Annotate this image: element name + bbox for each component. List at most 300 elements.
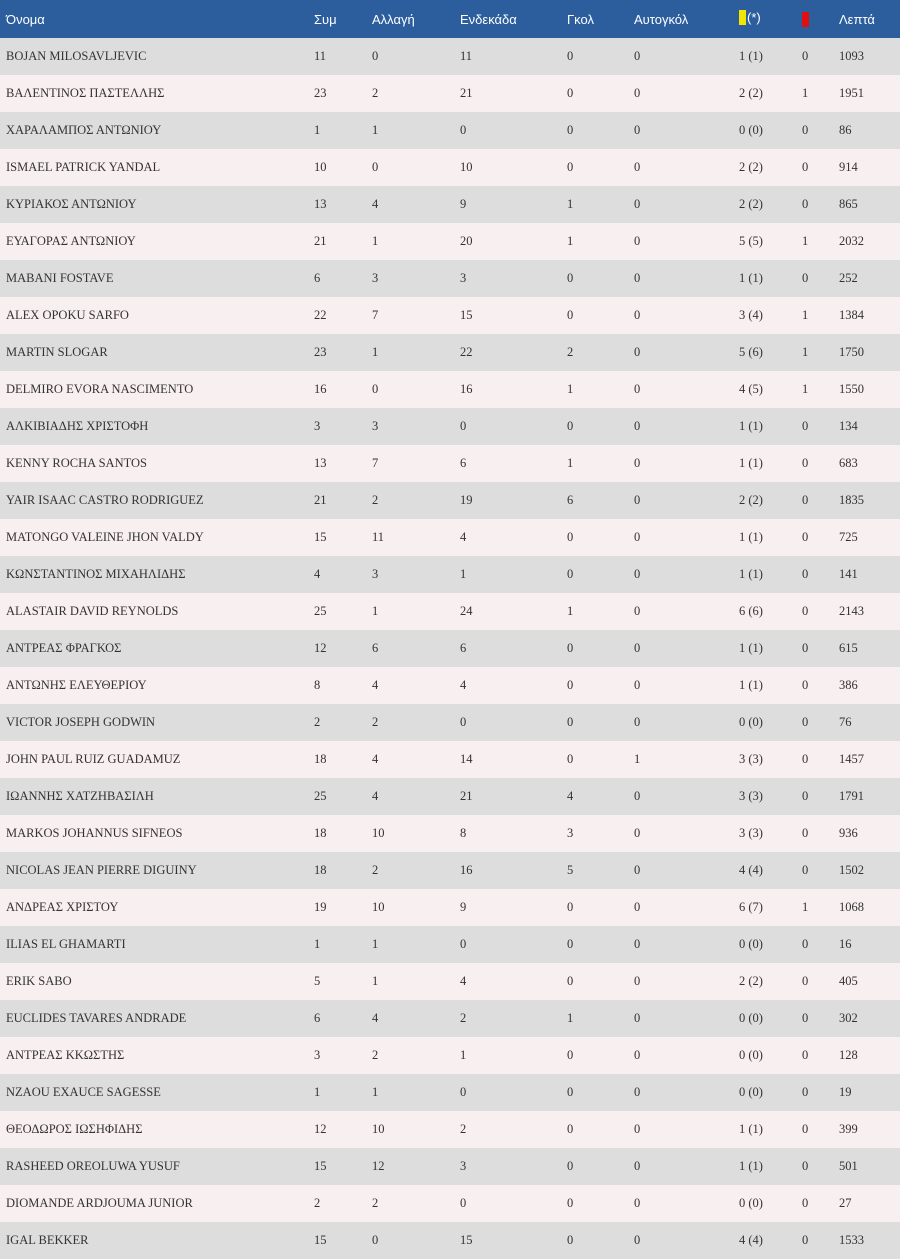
- cell-red-cards: 0: [802, 1085, 809, 1099]
- cell-yellow-cards: 1 (1): [739, 641, 763, 655]
- column-header-starting-label: Ενδεκάδα: [460, 11, 517, 27]
- cell-own-goals: 0: [634, 641, 641, 655]
- cell-own-goals: 0: [634, 382, 641, 396]
- table-row[interactable]: [0, 667, 900, 704]
- column-header-goals[interactable]: [561, 0, 628, 38]
- cell-own-goals: 0: [634, 160, 641, 174]
- cell-own-goals: 1: [634, 752, 641, 766]
- column-header-minutes-label: Λεπτά: [839, 11, 875, 27]
- cell-player-name[interactable]: MARTIN SLOGAR: [6, 345, 108, 359]
- cell-yellow-cards: 0 (0): [739, 715, 763, 729]
- cell-appearances: 19: [314, 900, 327, 914]
- cell-starting: 20: [460, 234, 473, 248]
- table-row[interactable]: [0, 778, 900, 815]
- cell-yellow-cards: 6 (6): [739, 604, 763, 618]
- table-row[interactable]: [0, 1148, 900, 1185]
- cell-minutes: 86: [839, 123, 852, 137]
- cell-player-name[interactable]: DIOMANDE ARDJOUMA JUNIOR: [6, 1196, 193, 1210]
- cell-starting: 1: [460, 567, 467, 581]
- cell-starting: 22: [460, 345, 473, 359]
- cell-yellow-cards: 0 (0): [739, 1011, 763, 1025]
- cell-starting: 6: [460, 641, 467, 655]
- cell-starting: 24: [460, 604, 473, 618]
- cell-minutes: 252: [839, 271, 858, 285]
- cell-yellow-cards: 3 (3): [739, 752, 763, 766]
- cell-player-name[interactable]: ΙΩΑΝΝΗΣ ΧΑΤΖΗΒΑΣΙΛΗ: [6, 789, 154, 803]
- cell-own-goals: 0: [634, 1085, 641, 1099]
- cell-goals: 0: [567, 1122, 574, 1136]
- table-row[interactable]: [0, 630, 900, 667]
- cell-appearances: 5: [314, 974, 321, 988]
- cell-player-name[interactable]: RASHEED OREOLUWA YUSUF: [6, 1159, 180, 1173]
- cell-minutes: 16: [839, 937, 852, 951]
- cell-goals: 0: [567, 752, 574, 766]
- cell-appearances: 12: [314, 641, 327, 655]
- cell-yellow-cards: 4 (4): [739, 1233, 763, 1247]
- cell-substitute: 10: [372, 900, 385, 914]
- column-header-red-cards[interactable]: [796, 0, 833, 38]
- cell-minutes: 1457: [839, 752, 864, 766]
- column-header-goals-label: Γκολ: [567, 11, 594, 27]
- table-row[interactable]: [0, 704, 900, 741]
- cell-player-name[interactable]: ALEX OPOKU SARFO: [6, 308, 129, 322]
- cell-minutes: 405: [839, 974, 858, 988]
- cell-minutes: 865: [839, 197, 858, 211]
- cell-yellow-cards: 5 (6): [739, 345, 763, 359]
- cell-appearances: 3: [314, 419, 321, 433]
- cell-own-goals: 0: [634, 678, 641, 692]
- cell-minutes: 128: [839, 1048, 858, 1062]
- cell-appearances: 15: [314, 1159, 327, 1173]
- table-row[interactable]: [0, 1111, 900, 1148]
- column-header-own-goals[interactable]: [628, 0, 733, 38]
- column-header-substitute-label: Αλλαγή: [372, 11, 415, 27]
- cell-yellow-cards: 1 (1): [739, 456, 763, 470]
- cell-minutes: 1550: [839, 382, 864, 396]
- cell-goals: 0: [567, 419, 574, 433]
- cell-player-name[interactable]: KENNY ROCHA SANTOS: [6, 456, 147, 470]
- cell-appearances: 1: [314, 123, 321, 137]
- cell-red-cards: 0: [802, 863, 809, 877]
- cell-minutes: 76: [839, 715, 852, 729]
- cell-substitute: 1: [372, 604, 379, 618]
- cell-goals: 0: [567, 160, 574, 174]
- cell-yellow-cards: 3 (3): [739, 826, 763, 840]
- table-row[interactable]: [0, 889, 900, 926]
- cell-yellow-cards: 2 (2): [739, 86, 763, 100]
- cell-own-goals: 0: [634, 493, 641, 507]
- cell-red-cards: 0: [802, 826, 809, 840]
- cell-red-cards: 0: [802, 715, 809, 729]
- cell-red-cards: 0: [802, 567, 809, 581]
- cell-starting: 15: [460, 308, 473, 322]
- cell-red-cards: 1: [802, 900, 809, 914]
- cell-starting: 10: [460, 160, 473, 174]
- cell-starting: 9: [460, 900, 467, 914]
- cell-appearances: 18: [314, 826, 327, 840]
- cell-minutes: 501: [839, 1159, 858, 1173]
- cell-appearances: 10: [314, 160, 327, 174]
- cell-player-name[interactable]: ΑΝΤΡΕΑΣ ΚΚΩΣΤΗΣ: [6, 1048, 125, 1062]
- column-header-minutes[interactable]: [833, 0, 900, 38]
- cell-red-cards: 1: [802, 382, 809, 396]
- column-header-starting[interactable]: [454, 0, 561, 38]
- cell-starting: 4: [460, 678, 467, 692]
- cell-minutes: 302: [839, 1011, 858, 1025]
- cell-appearances: 1: [314, 1085, 321, 1099]
- cell-substitute: 3: [372, 271, 379, 285]
- cell-player-name[interactable]: VICTOR JOSEPH GODWIN: [6, 715, 156, 729]
- cell-player-name[interactable]: IGAL BEKKER: [6, 1233, 89, 1247]
- cell-own-goals: 0: [634, 197, 641, 211]
- table-row[interactable]: [0, 371, 900, 408]
- cell-minutes: 2143: [839, 604, 864, 618]
- cell-substitute: 1: [372, 345, 379, 359]
- cell-red-cards: 0: [802, 493, 809, 507]
- yellow-card-icon: [739, 10, 746, 25]
- cell-substitute: 1: [372, 1085, 379, 1099]
- cell-player-name[interactable]: YAIR ISAAC CASTRO RODRIGUEZ: [6, 493, 204, 507]
- cell-yellow-cards: 0 (0): [739, 1048, 763, 1062]
- cell-goals: 0: [567, 678, 574, 692]
- cell-yellow-cards: 3 (3): [739, 789, 763, 803]
- cell-goals: 0: [567, 86, 574, 100]
- table-row[interactable]: [0, 556, 900, 593]
- cell-red-cards: 0: [802, 937, 809, 951]
- cell-own-goals: 0: [634, 1233, 641, 1247]
- cell-yellow-cards: 0 (0): [739, 123, 763, 137]
- cell-goals: 1: [567, 1011, 574, 1025]
- cell-substitute: 2: [372, 715, 379, 729]
- cell-player-name[interactable]: ΑΝΤΡΕΑΣ ΦΡΑΓΚΟΣ: [6, 641, 122, 655]
- cell-substitute: 11: [372, 530, 385, 544]
- cell-substitute: 12: [372, 1159, 385, 1173]
- cell-yellow-cards: 1 (1): [739, 1159, 763, 1173]
- cell-own-goals: 0: [634, 456, 641, 470]
- column-header-appearances[interactable]: [308, 0, 366, 38]
- cell-red-cards: 0: [802, 419, 809, 433]
- cell-red-cards: 0: [802, 789, 809, 803]
- cell-own-goals: 0: [634, 86, 641, 100]
- cell-player-name[interactable]: EUCLIDES TAVARES ANDRADE: [6, 1011, 187, 1025]
- cell-yellow-cards: 3 (4): [739, 308, 763, 322]
- cell-starting: 0: [460, 937, 467, 951]
- cell-substitute: 10: [372, 826, 385, 840]
- table-row[interactable]: [0, 186, 900, 223]
- cell-substitute: 2: [372, 493, 379, 507]
- cell-yellow-cards: 1 (1): [739, 49, 763, 63]
- cell-yellow-cards: 1 (1): [739, 419, 763, 433]
- column-header-name[interactable]: [0, 0, 308, 38]
- table-row[interactable]: [0, 334, 900, 371]
- cell-player-name[interactable]: ISMAEL PATRICK YANDAL: [6, 160, 161, 174]
- cell-own-goals: 0: [634, 1196, 641, 1210]
- cell-goals: 0: [567, 1196, 574, 1210]
- cell-player-name[interactable]: BOJAN MILOSAVLJEVIC: [6, 49, 147, 63]
- cell-substitute: 2: [372, 86, 379, 100]
- cell-substitute: 7: [372, 456, 379, 470]
- cell-player-name[interactable]: MATONGO VALEINE JHON VALDY: [6, 530, 204, 544]
- cell-substitute: 4: [372, 678, 379, 692]
- cell-player-name[interactable]: ΘΕΟΔΩΡΟΣ ΙΩΣΗΦΙΔΗΣ: [6, 1122, 143, 1136]
- cell-appearances: 23: [314, 86, 327, 100]
- cell-player-name[interactable]: NICOLAS JEAN PIERRE DIGUINY: [6, 863, 197, 877]
- cell-substitute: 1: [372, 974, 379, 988]
- cell-goals: 0: [567, 715, 574, 729]
- cell-appearances: 25: [314, 789, 327, 803]
- cell-goals: 0: [567, 123, 574, 137]
- cell-minutes: 27: [839, 1196, 852, 1210]
- cell-red-cards: 1: [802, 86, 809, 100]
- cell-minutes: 2032: [839, 234, 864, 248]
- cell-starting: 0: [460, 419, 467, 433]
- cell-minutes: 725: [839, 530, 858, 544]
- player-rows: [0, 38, 900, 1259]
- cell-starting: 0: [460, 715, 467, 729]
- column-header-appearances-label: Συμ: [314, 11, 337, 27]
- cell-minutes: 1791: [839, 789, 864, 803]
- cell-yellow-cards: 1 (1): [739, 1122, 763, 1136]
- cell-player-name[interactable]: DELMIRO EVORA NASCIMENTO: [6, 382, 194, 396]
- table-row[interactable]: [0, 815, 900, 852]
- cell-red-cards: 0: [802, 1196, 809, 1210]
- cell-goals: 1: [567, 382, 574, 396]
- cell-goals: 1: [567, 234, 574, 248]
- cell-player-name[interactable]: MARKOS JOHANNUS SIFNEOS: [6, 826, 183, 840]
- cell-appearances: 15: [314, 1233, 327, 1247]
- cell-substitute: 0: [372, 49, 379, 63]
- cell-substitute: 2: [372, 1196, 379, 1210]
- cell-yellow-cards: 4 (4): [739, 863, 763, 877]
- cell-starting: 3: [460, 1159, 467, 1173]
- cell-appearances: 13: [314, 456, 327, 470]
- cell-appearances: 13: [314, 197, 327, 211]
- cell-goals: 0: [567, 937, 574, 951]
- cell-starting: 4: [460, 974, 467, 988]
- cell-minutes: 1835: [839, 493, 864, 507]
- cell-goals: 1: [567, 604, 574, 618]
- cell-starting: 8: [460, 826, 467, 840]
- cell-starting: 21: [460, 86, 473, 100]
- cell-own-goals: 0: [634, 937, 641, 951]
- cell-yellow-cards: 0 (0): [739, 1196, 763, 1210]
- cell-substitute: 0: [372, 382, 379, 396]
- cell-appearances: 21: [314, 234, 327, 248]
- cell-own-goals: 0: [634, 567, 641, 581]
- cell-red-cards: 0: [802, 271, 809, 285]
- cell-goals: 0: [567, 1233, 574, 1247]
- cell-starting: 4: [460, 530, 467, 544]
- cell-minutes: 1068: [839, 900, 864, 914]
- cell-minutes: 134: [839, 419, 858, 433]
- cell-substitute: 2: [372, 863, 379, 877]
- cell-appearances: 6: [314, 1011, 321, 1025]
- table-row[interactable]: [0, 593, 900, 630]
- cell-goals: 0: [567, 1085, 574, 1099]
- cell-own-goals: 0: [634, 308, 641, 322]
- cell-own-goals: 0: [634, 863, 641, 877]
- cell-goals: 0: [567, 641, 574, 655]
- cell-goals: 2: [567, 345, 574, 359]
- cell-appearances: 12: [314, 1122, 327, 1136]
- cell-own-goals: 0: [634, 1159, 641, 1173]
- cell-starting: 11: [460, 49, 473, 63]
- cell-yellow-cards: 2 (2): [739, 160, 763, 174]
- cell-yellow-cards: 2 (2): [739, 197, 763, 211]
- cell-starting: 3: [460, 271, 467, 285]
- cell-substitute: 2: [372, 1048, 379, 1062]
- cell-appearances: 8: [314, 678, 321, 692]
- cell-yellow-cards: 2 (2): [739, 974, 763, 988]
- cell-minutes: 1951: [839, 86, 864, 100]
- cell-appearances: 16: [314, 382, 327, 396]
- cell-yellow-cards: 5 (5): [739, 234, 763, 248]
- table-row[interactable]: [0, 1074, 900, 1111]
- cell-yellow-cards: 1 (1): [739, 678, 763, 692]
- cell-red-cards: 0: [802, 530, 809, 544]
- cell-red-cards: 0: [802, 123, 809, 137]
- cell-player-name[interactable]: ΚΥΡΙΑΚΟΣ ΑΝΤΩΝΙΟΥ: [6, 197, 137, 211]
- cell-goals: 0: [567, 530, 574, 544]
- cell-substitute: 1: [372, 937, 379, 951]
- cell-goals: 0: [567, 1048, 574, 1062]
- cell-player-name[interactable]: NZAOU EXAUCE SAGESSE: [6, 1085, 161, 1099]
- table-row[interactable]: [0, 260, 900, 297]
- cell-appearances: 25: [314, 604, 327, 618]
- cell-red-cards: 0: [802, 1233, 809, 1247]
- table-row[interactable]: [0, 519, 900, 556]
- cell-yellow-cards: 4 (5): [739, 382, 763, 396]
- cell-starting: 2: [460, 1011, 467, 1025]
- table-row[interactable]: [0, 1222, 900, 1259]
- cell-own-goals: 0: [634, 530, 641, 544]
- cell-own-goals: 0: [634, 419, 641, 433]
- cell-player-name[interactable]: ALASTAIR DAVID REYNOLDS: [6, 604, 179, 618]
- table-row[interactable]: [0, 1000, 900, 1037]
- cell-own-goals: 0: [634, 1011, 641, 1025]
- cell-red-cards: 0: [802, 456, 809, 470]
- table-row[interactable]: [0, 963, 900, 1000]
- table-row[interactable]: [0, 445, 900, 482]
- table-row[interactable]: [0, 38, 900, 75]
- cell-red-cards: 0: [802, 641, 809, 655]
- cell-starting: 2: [460, 1122, 467, 1136]
- cell-yellow-cards: 0 (0): [739, 1085, 763, 1099]
- cell-substitute: 4: [372, 752, 379, 766]
- table-row[interactable]: [0, 926, 900, 963]
- cell-starting: 14: [460, 752, 473, 766]
- table-row[interactable]: [0, 112, 900, 149]
- cell-appearances: 15: [314, 530, 327, 544]
- cell-substitute: 6: [372, 641, 379, 655]
- cell-starting: 0: [460, 1085, 467, 1099]
- column-header-name-label: Όνομα: [6, 11, 45, 27]
- cell-appearances: 2: [314, 1196, 321, 1210]
- column-header-own-goals-label: Αυτογκόλ: [634, 11, 689, 27]
- cell-starting: 0: [460, 123, 467, 137]
- red-card-icon: [802, 12, 809, 27]
- cell-yellow-cards: 0 (0): [739, 937, 763, 951]
- table-header-row: [0, 0, 900, 38]
- cell-appearances: 2: [314, 715, 321, 729]
- table-row[interactable]: [0, 408, 900, 445]
- cell-player-name[interactable]: MABANI FOSTAVE: [6, 271, 114, 285]
- cell-substitute: 4: [372, 1011, 379, 1025]
- cell-appearances: 11: [314, 49, 327, 63]
- cell-goals: 1: [567, 197, 574, 211]
- cell-player-name[interactable]: ΚΩΝΣΤΑΝΤΙΝΟΣ ΜΙΧΑΗΛΙΔΗΣ: [6, 567, 186, 581]
- table-row[interactable]: [0, 482, 900, 519]
- cell-own-goals: 0: [634, 604, 641, 618]
- cell-own-goals: 0: [634, 826, 641, 840]
- cell-substitute: 1: [372, 123, 379, 137]
- cell-goals: 3: [567, 826, 574, 840]
- cell-substitute: 4: [372, 197, 379, 211]
- table-row[interactable]: [0, 149, 900, 186]
- cell-own-goals: 0: [634, 1122, 641, 1136]
- cell-player-name[interactable]: ΑΛΚΙΒΙΑΔΗΣ ΧΡΙΣΤΟΦΗ: [6, 419, 149, 433]
- cell-goals: 0: [567, 308, 574, 322]
- cell-minutes: 1384: [839, 308, 864, 322]
- table-row[interactable]: [0, 223, 900, 260]
- table-row[interactable]: [0, 1185, 900, 1222]
- cell-appearances: 6: [314, 271, 321, 285]
- cell-red-cards: 0: [802, 974, 809, 988]
- table-row[interactable]: [0, 1037, 900, 1074]
- cell-starting: 15: [460, 1233, 473, 1247]
- cell-player-name[interactable]: ΑΝΤΩΝΗΣ ΕΛΕΥΘΕΡΙΟΥ: [6, 678, 147, 692]
- cell-player-name[interactable]: ΒΑΛΕΝΤΙΝΟΣ ΠΑΣΤΕΛΛΗΣ: [6, 86, 165, 100]
- cell-goals: 6: [567, 493, 574, 507]
- cell-player-name[interactable]: ILIAS EL GHAMARTI: [6, 937, 126, 951]
- cell-substitute: 1: [372, 234, 379, 248]
- cell-player-name[interactable]: ΕΥΑΓΟΡΑΣ ΑΝΤΩΝΙΟΥ: [6, 234, 136, 248]
- cell-substitute: 0: [372, 1233, 379, 1247]
- cell-player-name[interactable]: ΧΑΡΑΛΑΜΠΟΣ ΑΝΤΩΝΙΟΥ: [6, 123, 162, 137]
- cell-own-goals: 0: [634, 271, 641, 285]
- cell-substitute: 4: [372, 789, 379, 803]
- cell-substitute: 3: [372, 419, 379, 433]
- cell-goals: 0: [567, 974, 574, 988]
- cell-substitute: 10: [372, 1122, 385, 1136]
- cell-goals: 0: [567, 49, 574, 63]
- cell-starting: 0: [460, 1196, 467, 1210]
- cell-minutes: 1750: [839, 345, 864, 359]
- cell-player-name[interactable]: ΑΝΔΡΕΑΣ ΧΡΙΣΤΟΥ: [6, 900, 119, 914]
- cell-appearances: 21: [314, 493, 327, 507]
- cell-red-cards: 1: [802, 308, 809, 322]
- cell-goals: 0: [567, 900, 574, 914]
- cell-player-name[interactable]: ERIK SABO: [6, 974, 72, 988]
- cell-substitute: 7: [372, 308, 379, 322]
- cell-own-goals: 0: [634, 974, 641, 988]
- cell-starting: 16: [460, 382, 473, 396]
- cell-goals: 0: [567, 567, 574, 581]
- table-row[interactable]: [0, 741, 900, 778]
- cell-substitute: 0: [372, 160, 379, 174]
- table-row[interactable]: [0, 297, 900, 334]
- cell-yellow-cards: 1 (1): [739, 530, 763, 544]
- cell-red-cards: 0: [802, 752, 809, 766]
- table-row[interactable]: [0, 852, 900, 889]
- cell-own-goals: 0: [634, 715, 641, 729]
- table-row[interactable]: [0, 75, 900, 112]
- cell-player-name[interactable]: JOHN PAUL RUIZ GUADAMUZ: [6, 752, 181, 766]
- cell-starting: 16: [460, 863, 473, 877]
- cell-starting: 21: [460, 789, 473, 803]
- column-header-yellow-cards[interactable]: [733, 0, 796, 38]
- column-header-substitute[interactable]: [366, 0, 454, 38]
